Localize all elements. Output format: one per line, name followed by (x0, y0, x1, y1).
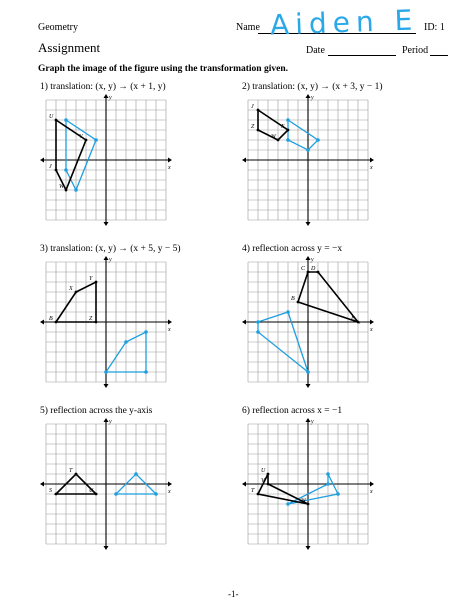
y-axis-arrow-top (306, 94, 311, 98)
vertex-label: U (49, 114, 54, 120)
image-figure (288, 474, 338, 504)
vertex-label: X (69, 286, 73, 292)
image-vertex (306, 148, 310, 152)
vertex-label: V (79, 134, 83, 140)
original-vertex (257, 129, 260, 132)
vertex-label: Z (251, 124, 255, 130)
original-vertex (75, 291, 78, 294)
image-vertex (104, 370, 108, 374)
x-axis-arrow-left (242, 158, 246, 163)
original-vertex (55, 493, 58, 496)
x-axis-label: x (370, 489, 373, 495)
y-axis-arrow-bottom (104, 384, 109, 388)
instructions: Graph the image of the figure using the transformation given. (38, 64, 288, 74)
original-vertex (297, 301, 300, 304)
x-axis-arrow (370, 482, 374, 487)
coordinate-grid-6[interactable] (248, 419, 373, 550)
x-axis-label: x (168, 165, 171, 171)
y-axis-arrow-top (104, 418, 109, 422)
vertex-label: V (261, 478, 265, 484)
x-axis-label: x (168, 327, 171, 333)
y-axis-label: y (311, 95, 314, 101)
x-axis-arrow-left (40, 158, 44, 163)
id-label: ID: 1 (424, 22, 445, 33)
problem-6-prompt: 6) reflection across x = −1 (242, 406, 343, 416)
vertex-label: S (49, 488, 52, 494)
original-vertex (85, 139, 88, 142)
image-vertex (94, 138, 98, 142)
image-vertex (144, 370, 148, 374)
x-axis-arrow-left (242, 320, 246, 325)
image-vertex (306, 370, 310, 374)
image-vertex (336, 492, 340, 496)
y-axis-label: y (311, 419, 314, 425)
period-label: Period (402, 45, 429, 56)
image-vertex (326, 482, 330, 486)
x-axis-arrow (168, 158, 172, 163)
y-axis-arrow-top (306, 256, 311, 260)
y-axis-arrow-bottom (306, 222, 311, 226)
vertex-label: C (301, 266, 306, 272)
course-label: Geometry (38, 22, 78, 33)
vertex-label: D (311, 266, 316, 272)
original-vertex (357, 321, 360, 324)
original-vertex (287, 129, 290, 132)
original-vertex (267, 473, 270, 476)
coordinate-grid-2[interactable] (248, 95, 373, 226)
vertex-label: J (49, 164, 52, 170)
x-axis-arrow-left (40, 320, 44, 325)
vertex-label: Z (89, 316, 93, 322)
period-line (430, 55, 448, 56)
image-vertex (134, 472, 138, 476)
original-vertex (267, 483, 270, 486)
y-axis-arrow-bottom (306, 384, 311, 388)
y-axis-arrow-bottom (104, 546, 109, 550)
page-number: -1- (228, 589, 239, 599)
x-axis-label: x (168, 489, 171, 495)
y-axis-arrow-top (104, 256, 109, 260)
x-axis-label: x (370, 165, 373, 171)
vertex-label: Y (89, 276, 93, 282)
original-vertex (65, 189, 68, 192)
image-vertex (64, 118, 68, 122)
coordinate-grid-1[interactable] (46, 95, 171, 226)
original-vertex (95, 321, 98, 324)
original-vertex (75, 473, 78, 476)
original-vertex (55, 321, 58, 324)
x-axis-label: x (370, 327, 373, 333)
x-axis-arrow (370, 320, 374, 325)
image-vertex (286, 138, 290, 142)
image-vertex (64, 168, 68, 172)
coordinate-grid-3[interactable] (46, 257, 171, 388)
y-axis-label: y (311, 257, 314, 263)
original-vertex (95, 493, 98, 496)
original-vertex (307, 271, 310, 274)
y-axis-label: y (109, 419, 112, 425)
original-vertex (55, 119, 58, 122)
student-name-handwriting[interactable]: Aiden E (269, 3, 419, 42)
y-axis-arrow-top (306, 418, 311, 422)
image-vertex (114, 492, 118, 496)
vertex-label: B (49, 316, 53, 322)
name-label: Name (236, 22, 260, 33)
vertex-label: E (351, 316, 355, 322)
date-line (328, 55, 396, 56)
problem-3-prompt: 3) translation: (x, y) → (x + 5, y − 5) (40, 244, 181, 254)
original-vertex (277, 139, 280, 142)
original-vertex (257, 493, 260, 496)
image-vertex (326, 472, 330, 476)
image-vertex (256, 330, 260, 334)
problem-2-prompt: 2) translation: (x, y) → (x + 3, y − 1) (242, 82, 383, 92)
image-vertex (74, 188, 78, 192)
vertex-label: U (89, 488, 94, 494)
y-axis-label: y (109, 95, 112, 101)
vertex-label: W (59, 184, 64, 190)
y-axis-label: y (109, 257, 112, 263)
image-vertex (316, 138, 320, 142)
original-vertex (317, 271, 320, 274)
vertex-label: T (69, 468, 73, 474)
coordinate-grid-5[interactable] (46, 419, 171, 550)
vertex-label: W (301, 498, 306, 504)
assignment-title: Assignment (38, 40, 101, 55)
x-axis-arrow (168, 482, 172, 487)
problem-4-prompt: 4) reflection across y = −x (242, 244, 343, 254)
original-vertex (55, 169, 58, 172)
y-axis-arrow-bottom (104, 222, 109, 226)
y-axis-arrow-bottom (306, 546, 311, 550)
original-vertex (257, 109, 260, 112)
vertex-label: X (281, 124, 285, 130)
original-vertex (95, 281, 98, 284)
x-axis-arrow-left (242, 482, 246, 487)
image-vertex (256, 320, 260, 324)
image-vertex (286, 118, 290, 122)
vertex-label: J (251, 104, 254, 110)
image-vertex (286, 502, 290, 506)
y-axis-arrow-top (104, 94, 109, 98)
original-vertex (307, 503, 310, 506)
vertex-label: B (291, 296, 295, 302)
image-figure (288, 120, 318, 150)
vertex-label: U (261, 468, 266, 474)
image-vertex (124, 340, 128, 344)
date-label: Date (306, 45, 325, 56)
problem-5-prompt: 5) reflection across the y-axis (40, 406, 153, 416)
x-axis-arrow (168, 320, 172, 325)
image-vertex (144, 330, 148, 334)
x-axis-arrow-left (40, 482, 44, 487)
vertex-label: W (271, 134, 276, 140)
problem-1-prompt: 1) translation: (x, y) → (x + 1, y) (40, 82, 166, 92)
image-vertex (286, 310, 290, 314)
vertex-label: T (251, 488, 255, 494)
x-axis-arrow (370, 158, 374, 163)
image-vertex (154, 492, 158, 496)
coordinate-grid-4[interactable] (248, 257, 373, 388)
